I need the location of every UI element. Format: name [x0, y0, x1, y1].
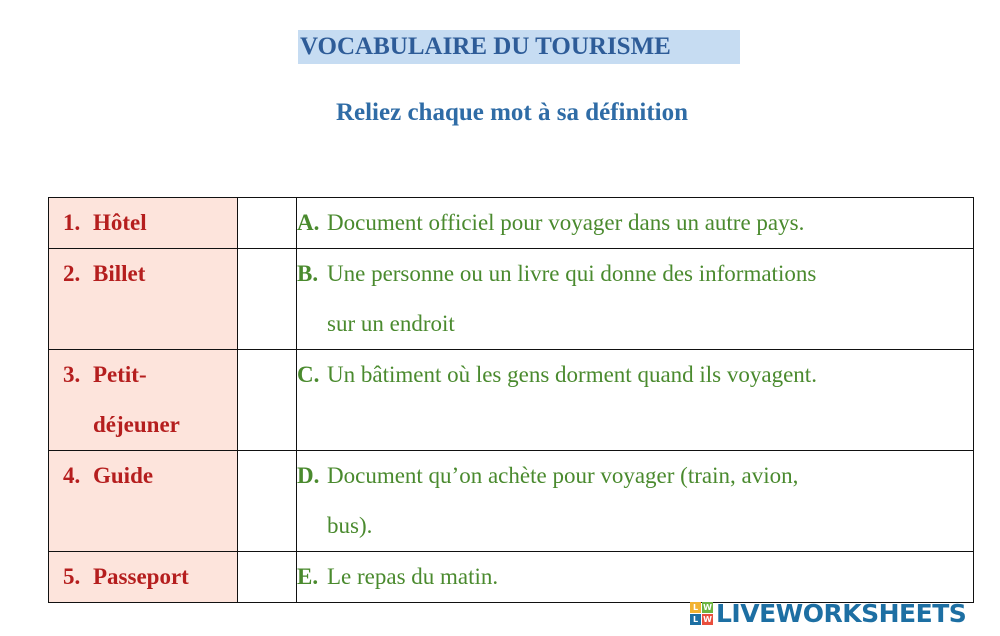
word-number: 4.: [63, 463, 81, 488]
word-label: Guide: [93, 463, 154, 488]
definition-letter: E.: [297, 564, 319, 589]
worksheet-title: VOCABULAIRE DU TOURISME: [298, 30, 740, 64]
logo-mark-tile: W: [703, 614, 712, 624]
table-row: [49, 249, 974, 350]
definition-text: Une personne ou un livre qui donne des informations: [327, 261, 817, 286]
definition-text-continued: bus).: [327, 513, 373, 538]
word-number: 3.: [63, 362, 81, 387]
word-number: 2.: [63, 261, 81, 286]
liveworksheets-logo-icon: [690, 602, 713, 625]
logo-mark-tile: W: [703, 602, 712, 612]
liveworksheets-logo-text: LIVEWORKSHEETS: [716, 598, 967, 628]
vocabulary-matching-table: [48, 197, 974, 603]
answer-slot[interactable]: [238, 198, 297, 249]
word-label: Hôtel: [93, 210, 147, 235]
word-cell: [49, 552, 238, 603]
answer-slot[interactable]: [238, 451, 297, 552]
table-row: [49, 350, 974, 451]
answer-slot[interactable]: [238, 249, 297, 350]
definition-text-continued: sur un endroit: [327, 311, 455, 336]
definition-cell: [297, 451, 974, 552]
table-row: [49, 198, 974, 249]
definition-text: Le repas du matin.: [327, 564, 499, 589]
word-label: Billet: [93, 261, 146, 286]
definition-cell: [297, 552, 974, 603]
word-label: Passeport: [93, 564, 189, 589]
logo-mark-tile: L: [690, 602, 701, 613]
liveworksheets-logo[interactable]: [690, 597, 966, 629]
answer-slot[interactable]: [238, 350, 297, 451]
table-row: [49, 451, 974, 552]
definition-letter: C.: [297, 362, 320, 387]
answer-slot[interactable]: [238, 552, 297, 603]
table-row: [49, 552, 974, 603]
word-cell: [49, 249, 238, 350]
word-label-continued: déjeuner: [93, 412, 180, 437]
word-number: 1.: [63, 210, 81, 235]
definition-letter: B.: [297, 261, 319, 286]
word-cell: [49, 350, 238, 451]
word-number: 5.: [63, 564, 81, 589]
definition-cell: [297, 249, 974, 350]
logo-mark-tile: L: [690, 614, 701, 625]
definition-text: Un bâtiment où les gens dorment quand ils voyagent.: [327, 362, 817, 387]
word-label: Petit-: [93, 362, 147, 387]
worksheet-instructions: Reliez chaque mot à sa définition: [335, 99, 689, 126]
word-cell: [49, 198, 238, 249]
definition-cell: [297, 350, 974, 451]
definition-text: Document qu’on achète pour voyager (train, avion,: [327, 463, 799, 488]
definition-text: Document officiel pour voyager dans un autre pays.: [327, 210, 805, 235]
definition-cell: [297, 198, 974, 249]
definition-letter: A.: [297, 210, 320, 235]
definition-letter: D.: [297, 463, 320, 488]
word-cell: [49, 451, 238, 552]
